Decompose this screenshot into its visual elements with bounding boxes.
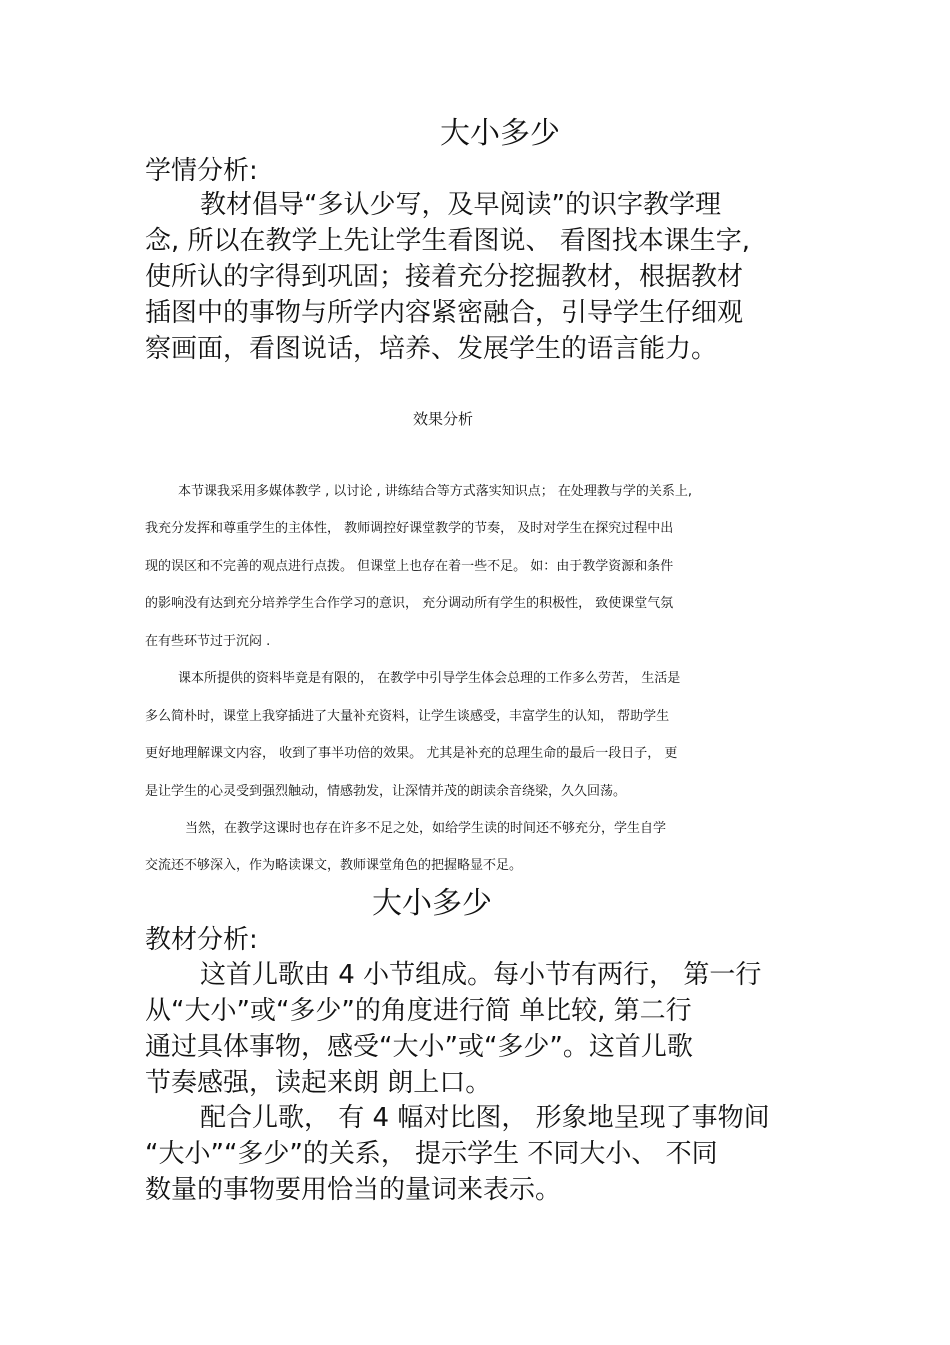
paragraph-line: 是让学生的心灵受到强烈触动，情感勃发，让深情并茂的朗读余音绕梁，久久回荡。 xyxy=(145,784,627,799)
paragraph-line: 交流还不够深入，作为略读课文，教师课堂角色的把握略显不足。 xyxy=(145,858,523,873)
paragraph-line: 念, 所以在教学上先让学生看图说、 看图找本课生字, xyxy=(145,226,751,256)
paragraph-line: 我充分发挥和尊重学生的主体性， 教师调控好课堂教学的节奏， 及时对学生在探究过程中出 xyxy=(145,521,674,536)
paragraph-line: 数量的事物要用恰当的量词来表示。 xyxy=(145,1175,562,1205)
paragraph-line: 当然，在教学这课时也存在许多不足之处，如给学生读的时间还不够充分，学生自学 xyxy=(185,821,667,836)
paragraph-line: 使所认的字得到巩固；接着充分挖掘教材，根据教材 xyxy=(145,262,744,292)
paragraph-line: 配合儿歌， 有 4 幅对比图， 形象地呈现了事物间 xyxy=(200,1103,770,1133)
paragraph-line: 本节课我采用多媒体教学 , 以讨论 , 讲练结合等方式落实知识点； 在处理教与学的关系上, xyxy=(178,484,693,499)
paragraph-line: 从“大小”或“多少”的角度进行简 单比较, 第二行 xyxy=(145,996,692,1026)
paragraph-line: 节奏感强，读起来朗 朗上口。 xyxy=(145,1068,492,1098)
paragraph-line: 的影响没有达到充分培养学生合作学习的意识， 充分调动所有学生的积极性， 致使课堂气氛 xyxy=(145,596,674,611)
section-heading: 教材分析: xyxy=(145,925,258,955)
paragraph-line: 察画面，看图说话，培养、发展学生的语言能力。 xyxy=(145,334,718,364)
paragraph-line: 插图中的事物与所学内容紧密融合，引导学生仔细观 xyxy=(145,298,744,328)
paragraph-line: 现的误区和不完善的观点进行点拨。 但课堂上也存在着一些不足。 如：由于教学资源和条件 xyxy=(145,559,674,574)
paragraph-line: 课本所提供的资料毕竟是有限的， 在教学中引导学生体会总理的工作多么劳苦， 生活是 xyxy=(178,671,681,686)
document-title: 大小多少 xyxy=(440,116,560,151)
paragraph-line: 在有些环节过于沉闷 . xyxy=(145,634,271,649)
paragraph-line: 教材倡导“多认少写，及早阅读”的识字教学理 xyxy=(200,190,721,220)
paragraph-line: 多么简朴时，课堂上我穿插进了大量补充资料，让学生谈感受，丰富学生的认知， 帮助学生 xyxy=(145,709,670,724)
section-title: 效果分析 xyxy=(413,410,474,428)
paragraph-line: 更好地理解课文内容， 收到了事半功倍的效果。 尤其是补充的总理生命的最后一段日子， 更 xyxy=(145,746,678,761)
document-title: 大小多少 xyxy=(372,886,492,921)
paragraph-line: 通过具体事物，感受“大小”或“多少”。这首儿歌 xyxy=(145,1032,693,1062)
section-heading: 学情分析: xyxy=(145,156,258,186)
paragraph-line: “大小”“多少”的关系， 提示学生 不同大小、 不同 xyxy=(145,1139,718,1169)
paragraph-line: 这首儿歌由 4 小节组成。每小节有两行， 第一行 xyxy=(200,960,762,990)
